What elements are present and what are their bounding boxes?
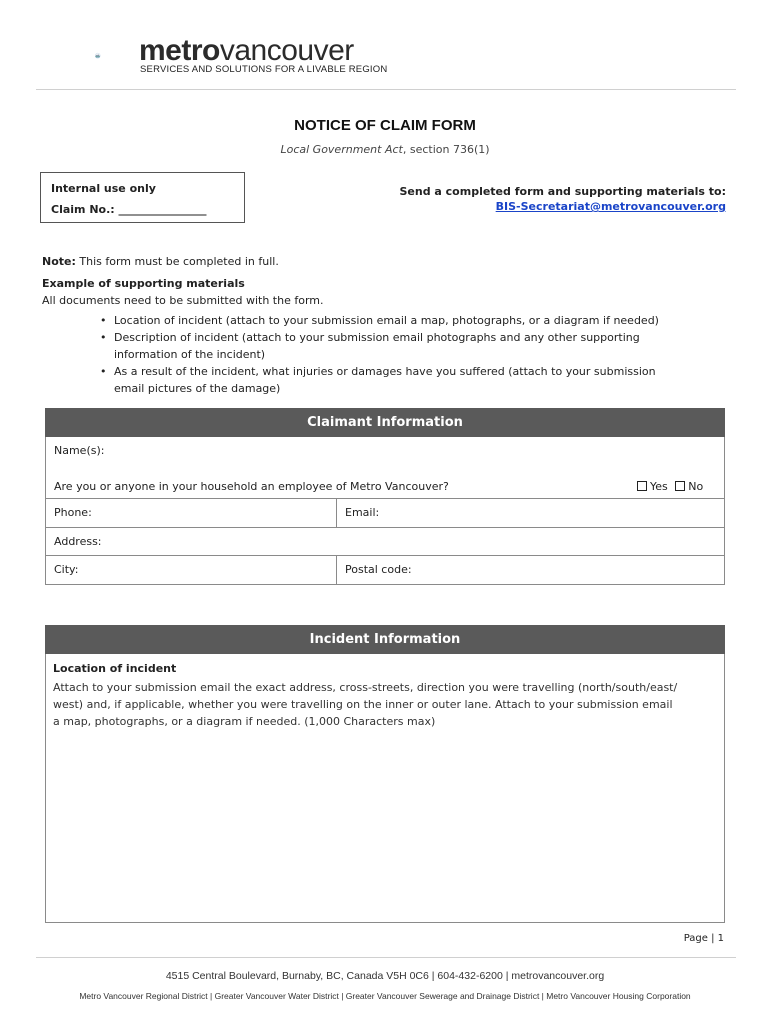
form-title: NOTICE OF CLAIM FORM xyxy=(294,117,476,134)
footer-address: 4515 Central Boulevard, Burnaby, BC, Canada V5H 0C6 | 604-432-6200 | metrovancouver.org xyxy=(165,970,605,982)
claim-number-label: Claim No.: ________________ xyxy=(51,203,207,216)
names-row xyxy=(46,437,724,472)
phone-email-row xyxy=(46,499,724,528)
list-item: • As a result of the incident, what injuries or damages have you suffered (attach to your submission email pictures of the damage) xyxy=(100,363,700,397)
examples-list xyxy=(100,312,700,397)
postal-code-field[interactable]: Postal code: xyxy=(336,556,726,585)
header-divider xyxy=(36,89,736,90)
internal-use-box xyxy=(40,172,245,223)
email-field[interactable]: Email: xyxy=(336,499,726,527)
page-number: Page | 1 xyxy=(683,933,724,944)
incident-location-instructions: Attach to your submission email the exact address, cross-streets, direction you were travelling (north/south/east/ west) and, if applicable, whether you were travelling on the inner or outer lane. Attach to your submission email a map, photographs, or a diagram if needed. (1,000 Characters max) xyxy=(53,681,678,728)
incident-section-header: Incident Information xyxy=(45,625,725,654)
address-field[interactable]: Address: xyxy=(54,535,102,548)
form-subtitle: Local Government Act, section 736(1) xyxy=(280,143,490,156)
employee-options xyxy=(629,472,725,498)
note-text: Note: This form must be completed in full. xyxy=(42,255,279,268)
examples-intro: All documents need to be submitted with the form. xyxy=(42,294,324,307)
send-email-link[interactable]: BIS-Secretariat@metrovancouver.org xyxy=(495,200,726,213)
footer-divider xyxy=(36,957,736,958)
send-instructions: Send a completed form and supporting materials to: xyxy=(399,185,726,198)
names-field[interactable]: Name(s): xyxy=(54,444,105,457)
internal-use-label: Internal use only xyxy=(51,182,156,195)
city-postal-row xyxy=(46,556,724,585)
address-row xyxy=(46,528,724,556)
examples-heading: Example of supporting materials xyxy=(42,277,245,290)
footer-districts: Metro Vancouver Regional District | Greater Vancouver Water District | Greater Vancouver Sewerage and Drainage District | Metro Vancouver Housing Corporation xyxy=(79,991,691,1001)
employee-row xyxy=(46,472,724,499)
incident-location-title: Location of incident xyxy=(53,662,177,675)
city-field[interactable]: City: xyxy=(54,563,79,576)
employee-question: Are you or anyone in your household an employee of Metro Vancouver? xyxy=(54,480,449,493)
logo-tagline: SERVICES AND SOLUTIONS FOR A LIVABLE REGION xyxy=(140,64,388,75)
yes-label: Yes xyxy=(650,480,668,493)
list-item: • Description of incident (attach to your submission email photographs and any other supporting information of the incident) xyxy=(100,329,700,363)
phone-field[interactable]: Phone: xyxy=(54,506,92,519)
list-item: • Location of incident (attach to your submission email a map, photographs, or a diagram if needed) xyxy=(100,312,700,329)
claimant-section xyxy=(45,437,725,585)
yes-checkbox[interactable] xyxy=(637,481,647,491)
no-label: No xyxy=(688,480,704,493)
claimant-section-header: Claimant Information xyxy=(45,408,725,437)
no-checkbox[interactable] xyxy=(675,481,685,491)
logo-wordmark: metrovancouver xyxy=(139,34,354,67)
metro-vancouver-logo-icon xyxy=(95,36,135,76)
